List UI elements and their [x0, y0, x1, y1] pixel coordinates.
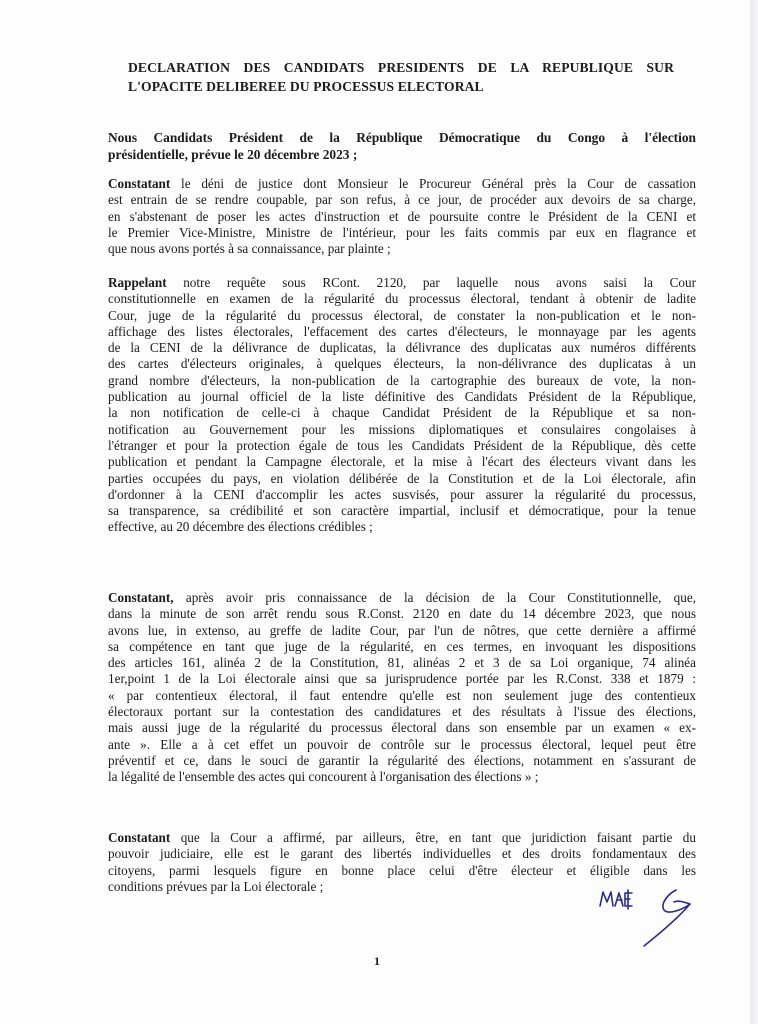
paragraph-line: notification au Gouvernement pour les missions diplomatiques et consulaires congolaises à	[108, 421, 696, 437]
paragraph-line: l'étranger et pour la protection égale de tous les Candidats Président de la République, dès cette	[108, 437, 696, 453]
paragraph-lead: Rappelant	[108, 275, 167, 290]
intro-line: présidentielle, prévue le 20 décembre 2023 ;	[108, 147, 358, 162]
paragraph-line: Cour, juge de la régularité du processus électoral, de constater la non-publication et le non-	[108, 307, 696, 323]
paragraph-line: préventif et ce, dans le souci de garantir la régularité des élections, notamment en s'assurant de	[108, 752, 696, 768]
paragraph-line: publication et pendant la Campagne électorale, et la mise à l'écart des électeurs vivant dans les	[108, 454, 696, 470]
paragraph-line: après avoir pris connaissance de la décision de la Cour Constitutionnelle, que,	[173, 590, 696, 605]
paragraph-line: notre requête sous RCont. 2120, par laquelle nous avons saisi la Cour	[166, 275, 696, 290]
paragraph-constatant-1	[108, 176, 696, 257]
title-line-1: DECLARATION DES CANDIDATS PRESIDENTS DE LA REPUBLIQUE SUR	[128, 60, 674, 75]
paragraph-line: dans la minute de son arrêt rendu sous R.Const. 2120 en date du 14 décembre 2023, que nous	[108, 606, 696, 622]
paragraph-line: parties occupées du pays, en violation délibérée de la Constitution et de la Loi électorale, afin	[108, 470, 696, 486]
paragraph-line: ante ». Elle a à cet effet un pouvoir de contrôle sur le processus électoral, lequel peut être	[108, 736, 696, 752]
paragraph-line: que la Cour a affirmé, par ailleurs, être, en tant que juridiction faisant partie du	[170, 830, 696, 845]
paragraph-lead: Constatant	[108, 176, 171, 191]
paragraph-line: des cartes d'électeurs originales, à quelques électeurs, la non-délivrance des duplicatas à un	[108, 356, 696, 372]
page-number: 1	[374, 954, 380, 968]
paragraph-line: mais aussi juge de la régularité du processus électoral dans son ensemble par un examen « ex-	[108, 720, 696, 736]
intro-paragraph	[108, 129, 696, 163]
paragraph-lead: Constatant	[108, 830, 171, 845]
paragraph-line: des articles 161, alinéa 2 de la Constitution, 81, alinéas 2 et 3 de sa Loi organique, 74 alinéa	[108, 655, 696, 671]
paragraph-line: citoyens, parmi lesquels figure en bonne place celui d'être électeur et éligible dans les	[108, 862, 696, 878]
paragraph-line: est entrain de se rendre coupable, par son refus, à ce jour, de procéder aux devoirs de sa charge,	[108, 192, 696, 208]
paragraph-line: que nous avons portés à sa connaissance, par plainte ;	[108, 241, 391, 257]
paragraph-line: en s'abstenant de poser les actes d'instruction et de poursuite contre le Président de la CENI et	[108, 208, 696, 224]
paragraph-line: avons lue, in extenso, au greffe de ladite Cour, par l'un de nôtres, que cette dernière a affirmé	[108, 622, 696, 638]
paragraph-line: le Premier Vice-Ministre, Ministre de l'intérieur, pour les faits commis par eux en flagrance et	[108, 224, 696, 240]
paragraph-line: conditions prévues par la Loi électorale ;	[108, 878, 324, 894]
signature-icon	[598, 884, 708, 954]
paragraph-line: électoraux portant sur la contestation des candidatures et des résultats à l'issue des élections,	[108, 704, 696, 720]
paragraph-line: effective, au 20 décembre des élections crédibles ;	[108, 519, 373, 535]
paragraph-constatant-2	[108, 590, 696, 786]
paragraph-line: grand nombre d'électeurs, la non-publication de la cartographie des bureaux de vote, la non-	[108, 372, 696, 388]
paragraph-line: sa compétence en tant que juge de la régularité, en ces termes, en invoquant les dispositions	[108, 638, 696, 654]
paragraph-line: publication au journal officiel de la liste définitive des Candidats Président de la République,	[108, 389, 696, 405]
paragraph-line: 1er,point 1 de la Loi électorale ainsi que sa jurisprudence portée par les R.Const. 338 et 1879 :	[108, 671, 696, 687]
paragraph-line: la légalité de l'ensemble des actes qui concourent à l'organisation des élections » ;	[108, 769, 539, 785]
page-edge	[750, 0, 758, 1024]
paragraph-line: sa transparence, sa crédibilité et son caractère impartial, inclusif et démocratique, pour la tenue	[108, 503, 696, 519]
paragraph-lead: Constatant,	[108, 590, 174, 605]
title-line-2: L'OPACITE DELIBEREE DU PROCESSUS ELECTORAL	[128, 79, 484, 94]
paragraph-rappelant	[108, 275, 696, 536]
paragraph-line: pouvoir judiciaire, elle est le garant des libertés individuelles et des droits fondamentaux des	[108, 846, 696, 862]
paragraph-line: constitutionnelle en examen de la régularité du processus électoral, tendant à obtenir de ladite	[108, 291, 696, 307]
paragraph-line: « par contentieux électoral, il faut entendre qu'elle est non seulement juge des contentieux	[108, 687, 696, 703]
paragraph-line: le déni de justice dont Monsieur le Procureur Général près la Cour de cassation	[170, 176, 696, 191]
intro-line: Nous Candidats Président de la République Démocratique du Congo à l'élection	[108, 130, 696, 145]
paragraph-line: de la CENI de la délivrance de duplicatas, la délivrance des duplicatas aux numéros différents	[108, 340, 696, 356]
paragraph-line: d'ordonner à la CENI d'accomplir les actes susvisés, pour assurer la régularité du processus,	[108, 486, 696, 502]
paragraph-line: la non notification de celle-ci à chaque Candidat Président de la République et sa non-	[108, 405, 696, 421]
paragraph-line: affichage des listes électorales, l'effacement des cartes d'électeurs, le monnayage par les agents	[108, 323, 696, 339]
document-title	[128, 58, 674, 96]
